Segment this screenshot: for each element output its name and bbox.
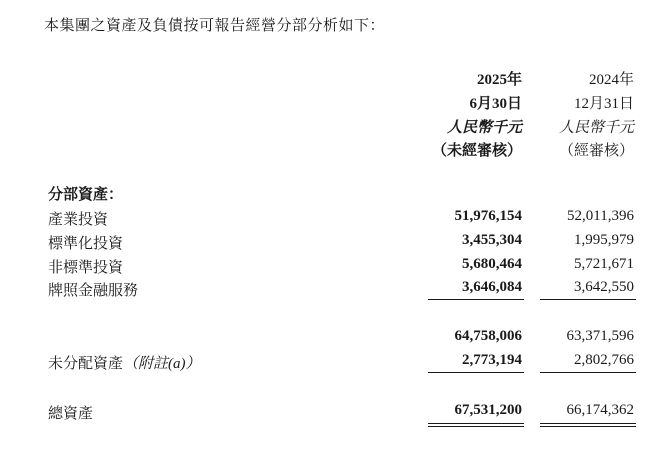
subtotal-2025: 64,758,006 bbox=[454, 328, 522, 344]
intro-text: 本集團之資產及負債按可報告經營分部分析如下： bbox=[44, 18, 386, 34]
total-label: 總資產 bbox=[48, 406, 94, 422]
total-double-rule bbox=[540, 426, 636, 427]
row-value-2025: 3,646,084 bbox=[462, 279, 522, 295]
total-top-rule bbox=[540, 372, 636, 373]
total-2025: 67,531,200 bbox=[454, 402, 522, 418]
row-label: 標準化投資 bbox=[48, 236, 124, 252]
col2-date: 12月31日 bbox=[573, 96, 634, 112]
row-label: 產業投資 bbox=[48, 212, 109, 228]
unallocated-note: （附註(a)） bbox=[123, 356, 201, 372]
unallocated-label-main: 未分配資產 bbox=[48, 356, 124, 372]
col1-unit: 人民幣千元 bbox=[446, 120, 522, 136]
col2-audit: （經審核） bbox=[558, 143, 634, 159]
col1-year: 2025年 bbox=[476, 72, 522, 88]
row-value-2025: 51,976,154 bbox=[454, 208, 522, 224]
col2-unit: 人民幣千元 bbox=[558, 120, 634, 136]
total-double-rule bbox=[428, 426, 524, 427]
subtotal-2024: 63,371,596 bbox=[566, 328, 634, 344]
row-value-2024: 1,995,979 bbox=[574, 232, 634, 248]
total-2024: 66,174,362 bbox=[566, 402, 634, 418]
row-label: 非標準投資 bbox=[48, 260, 124, 276]
row-value-2025: 3,455,304 bbox=[462, 232, 522, 248]
unallocated-label bbox=[48, 352, 201, 373]
unallocated-2024: 2,802,766 bbox=[574, 352, 634, 368]
row-value-2025: 5,680,464 bbox=[462, 256, 522, 272]
subtotal-rule bbox=[428, 299, 524, 300]
col1-audit: （未經審核） bbox=[431, 143, 522, 159]
row-value-2024: 5,721,671 bbox=[574, 256, 634, 272]
subtotal-rule bbox=[540, 299, 636, 300]
total-top-rule bbox=[428, 372, 524, 373]
col1-date: 6月30日 bbox=[469, 96, 522, 112]
total-double-rule bbox=[428, 423, 524, 424]
total-double-rule bbox=[540, 423, 636, 424]
row-value-2024: 52,011,396 bbox=[567, 208, 634, 224]
col2-year: 2024年 bbox=[588, 72, 634, 88]
row-label: 牌照金融服務 bbox=[48, 283, 139, 299]
row-value-2024: 3,642,550 bbox=[574, 279, 634, 295]
unallocated-2025: 2,773,194 bbox=[462, 352, 522, 368]
section-title: 分部資產： bbox=[48, 187, 124, 203]
